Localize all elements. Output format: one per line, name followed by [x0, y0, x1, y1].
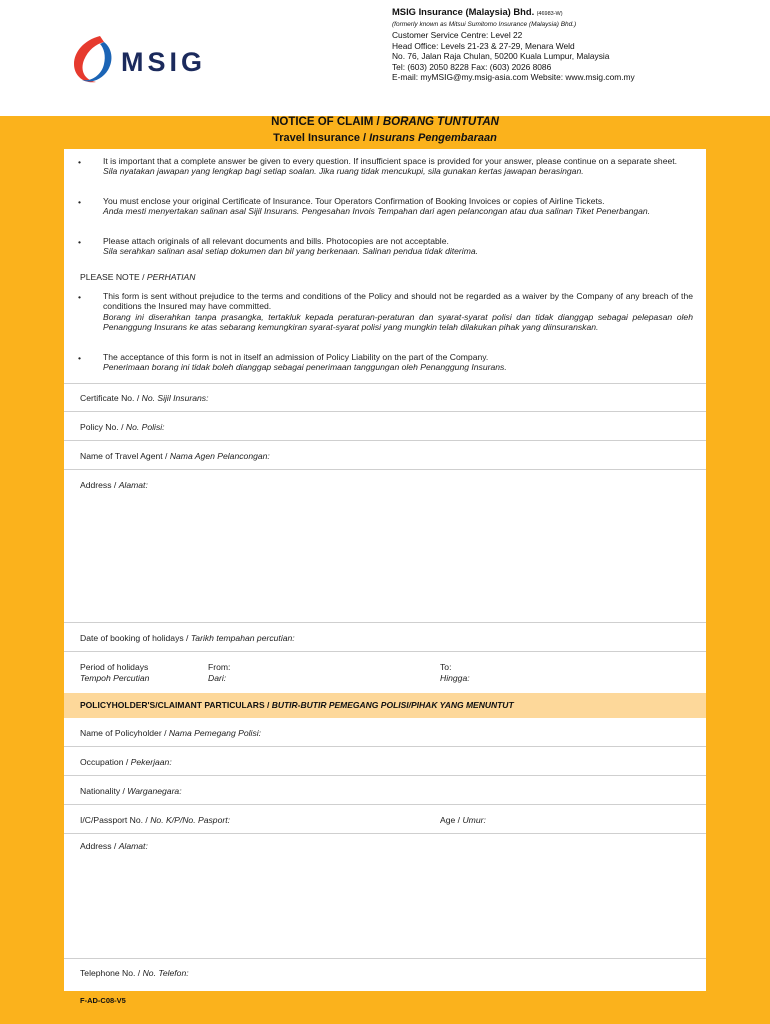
contact-line: E-mail: myMSIG@my.msig-asia.com Website: www.msig.com.my — [392, 72, 635, 82]
policyholder-name-field[interactable]: Name of Policyholder / Nama Pemegang Polisi: — [80, 728, 262, 738]
instruction-item: Please attach originals of all relevant documents and bills. Photocopies are not acceptable. Sila serahkan salinan asal setiap dokumen dan bil yang berkenaan. Salinan pendua tidak diterima. — [103, 236, 479, 257]
telephone-field[interactable]: Telephone No. / No. Telefon: — [80, 968, 189, 978]
msig-logo-icon — [70, 34, 120, 86]
company-name: MSIG Insurance (Malaysia) Bhd. — [392, 6, 535, 17]
to-field[interactable]: To: Hingga: — [440, 662, 470, 683]
field-divider — [64, 746, 706, 747]
form-title: NOTICE OF CLAIM / BORANG TUNTUTAN — [271, 116, 499, 128]
form-subtitle: Travel Insurance / Insurans Pengembaraan — [273, 132, 497, 144]
field-divider — [64, 383, 706, 384]
travel-agent-field[interactable]: Name of Travel Agent / Nama Agen Pelancongan: — [80, 451, 270, 461]
age-field[interactable]: Age / Umur: — [440, 815, 486, 825]
field-divider — [64, 958, 706, 959]
address-line: No. 76, Jalan Raja Chulan, 50200 Kuala Lumpur, Malaysia — [392, 51, 610, 61]
note-item: This form is sent without prejudice to the terms and conditions of the Policy and should not be regarded as a waiver by the Company of any breach of the conditions the Insured may have committed. Borang ini diserahkan tanpa prasangka, tertakluk kepada peraturan-peraturan dan syarat-syarat polisi dan tidak dianggap sebagai pelepasan oleh Penanggung Insurans ke atas sebarang kemungkiran syarat-syarat polisi yang mungkin telah dilakukan pihak yang diinsuranskan. — [103, 291, 693, 333]
msig-logo — [70, 34, 220, 86]
field-divider — [64, 804, 706, 805]
nationality-field[interactable]: Nationality / Warganegara: — [80, 786, 182, 796]
period-label: Period of holidays Tempoh Percutian — [80, 662, 150, 683]
instruction-item: You must enclose your original Certificate of Insurance. Tour Operators Confirmation of Booking Invoices or copies of Airline Tickets. Anda mesti menyertakan salinan asal Sijil Insurans. Pengesahan Invois Tempahan dari agen pelancongan atau dua salinan Tiket Penerbangan. — [103, 196, 651, 217]
policy-no-field[interactable]: Policy No. / No. Polisi: — [80, 422, 165, 432]
field-divider — [64, 469, 706, 470]
booking-date-field[interactable]: Date of booking of holidays / Tarikh tempahan percutian: — [80, 633, 295, 643]
form-title-ms: BORANG TUNTUTAN — [382, 116, 499, 128]
certificate-no-field[interactable]: Certificate No. / No. Sijil Insurans: — [80, 393, 209, 403]
former-name: (formerly known as Mitsui Sumitomo Insurance (Malaysia) Bhd.) — [392, 20, 577, 28]
from-field[interactable]: From: Dari: — [208, 662, 231, 683]
bullet-icon: • — [78, 353, 82, 363]
field-divider — [64, 411, 706, 412]
company-info — [392, 7, 635, 83]
field-divider — [64, 622, 706, 623]
contact-line: Tel: (603) 2050 8228 Fax: (603) 2026 8086 — [392, 61, 552, 72]
occupation-field[interactable]: Occupation / Pekerjaan: — [80, 757, 172, 767]
field-divider — [64, 651, 706, 652]
instruction-item: It is important that a complete answer be given to every question. If insufficient space is provided for your answer, please continue on a separate sheet. Sila nyatakan jawapan yang lengkap bagi setiap soalan. Jika ruang tidak mencukupi, sila gunakan kertas jawapan berasingan. — [103, 156, 678, 177]
address-line: Head Office: Levels 21-23 & 27-29, Menara Weld — [392, 40, 575, 51]
address-line: Customer Service Centre: Level 22 — [392, 30, 523, 40]
field-divider — [64, 833, 706, 834]
bullet-icon: • — [78, 237, 82, 247]
agent-address-field[interactable]: Address / Alamat: — [80, 480, 148, 490]
passport-no-field[interactable]: I/C/Passport No. / No. K/P/No. Pasport: — [80, 815, 230, 825]
company-registration: (46983-W) — [536, 11, 563, 17]
form-code: F-AD-C08-V5 — [80, 996, 126, 1005]
logo-wordmark: MSIG — [121, 47, 207, 77]
policyholder-address-field[interactable]: Address / Alamat: — [80, 841, 148, 851]
please-note-heading: PLEASE NOTE / PERHATIAN — [80, 272, 196, 282]
bullet-icon: • — [78, 197, 82, 207]
letterhead — [0, 0, 770, 116]
note-item: The acceptance of this form is not in itself an admission of Policy Liability on the part of the Company. Penerimaan borang ini tidak boleh dianggap sebagai penerimaan tanggungan oleh Penanggung Insurans. — [103, 352, 507, 373]
bullet-icon: • — [78, 292, 82, 302]
field-divider — [64, 440, 706, 441]
policyholder-section-heading: POLICYHOLDER'S/CLAIMANT PARTICULARS / BUTIR-BUTIR PEMEGANG POLISI/PIHAK YANG MENUNTUT — [80, 700, 514, 710]
form-subtitle-ms: Insurans Pengembaraan — [369, 132, 497, 144]
bullet-icon: • — [78, 157, 82, 167]
field-divider — [64, 775, 706, 776]
